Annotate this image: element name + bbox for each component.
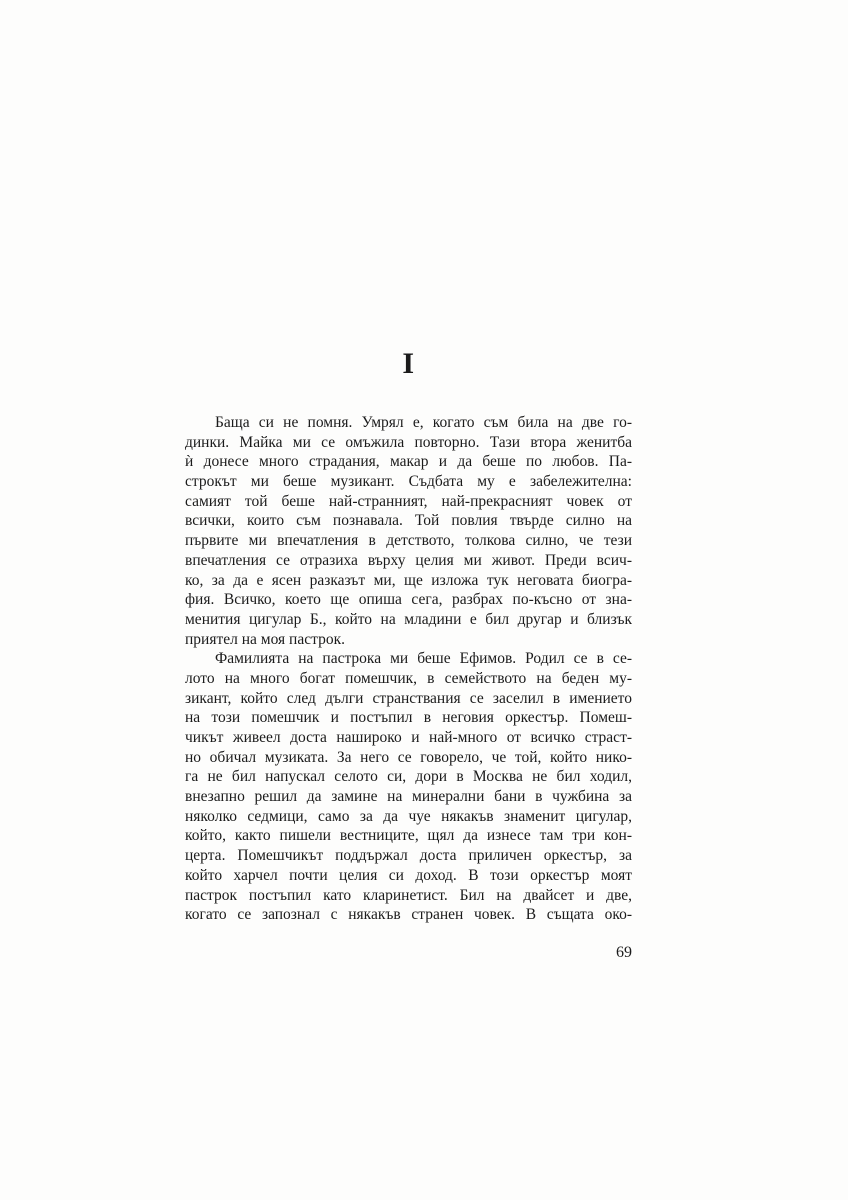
text-line: който харчел почти целия си доход. В този оркестър моят — [185, 866, 632, 884]
text-line: строкът ми беше музикант. Съдбата му е забележителна: — [185, 473, 632, 491]
text-line: ко, за да е ясен разказът ми, ще изложа тук неговата биогра- — [185, 571, 632, 589]
body-text — [185, 413, 632, 925]
text-line: самият той беше най-странният, най-прекрасният човек от — [185, 492, 632, 510]
text-line: няколко седмици, само за да чуе някакъв знаменит цигулар, — [185, 807, 632, 825]
text-line: пастрок постъпил като кларинетист. Бил на двайсет и две, — [185, 886, 632, 904]
text-line: чикът живеел доста нашироко и най-много от всичко страст- — [185, 729, 632, 746]
text-line: менития цигулар Б., който на младини е бил другар и близък — [185, 610, 632, 628]
text-line: зикант, който след дълги странствания се заселил в имението — [185, 689, 632, 707]
text-line: внезапно решил да замине на минерални бани в чужбина за — [185, 788, 632, 806]
text-line: фия. Всичко, което ще опиша сега, разбрах по-късно от зна- — [185, 591, 632, 609]
text-line: но обичал музиката. За него се говорело, че той, който нико- — [185, 748, 632, 766]
text-line: когато се запознал с някакъв странен човек. В същата око- — [185, 906, 632, 924]
text-line: лото на много богат помешчик, в семейството на беден му- — [185, 669, 632, 687]
text-line: динки. Майка ми се омъжила повторно. Тази втора женитба — [185, 433, 632, 451]
paragraph — [185, 649, 632, 925]
page-number: 69 — [616, 944, 632, 961]
text-block — [185, 348, 632, 925]
text-line: впечатления се отразиха върху целия ми живот. Преди всич- — [185, 551, 632, 569]
text-line: ѝ донесе много страдания, макар и да беше по любов. Па- — [185, 453, 632, 471]
text-line: първите ми впечатления в детството, толкова силно, че тези — [185, 532, 632, 550]
text-line: Баща си не помня. Умрял е, когато съм била на две го- — [215, 414, 632, 431]
paragraph — [185, 413, 632, 649]
text-line: приятел на моя пастрок. — [185, 630, 345, 648]
text-line: който, както пишели вестниците, щял да изнесе там три кон- — [185, 827, 632, 845]
chapter-heading: I — [402, 347, 415, 380]
text-line: церта. Помешчикът поддържал доста приличен оркестър, за — [185, 847, 632, 865]
text-line: всички, които съм познавала. Той повлия твърде силно на — [185, 512, 632, 530]
text-line: га не бил напускал селото си, дори в Москва не бил ходил, — [185, 768, 632, 786]
text-line: на този помешчик и постъпил в неговия оркестър. Помеш- — [185, 709, 632, 727]
text-line: Фамилията на пастрока ми беше Ефимов. Родил се в се- — [215, 650, 632, 668]
